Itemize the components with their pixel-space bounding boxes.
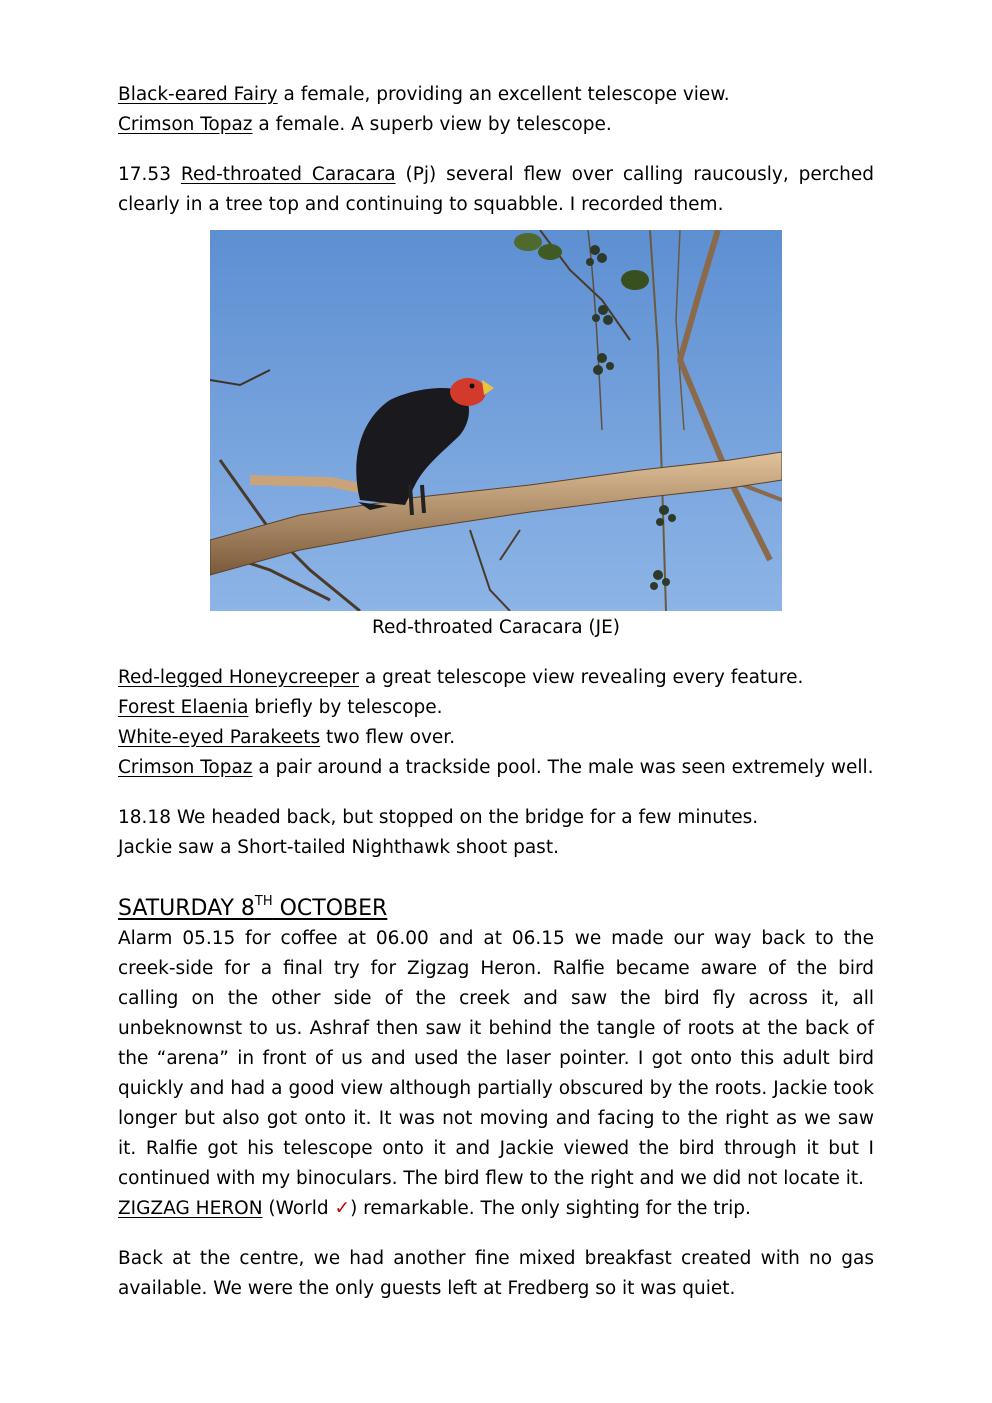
sighting-line [118, 80, 874, 110]
journal-paragraph: Alarm 05.15 for coffee at 06.00 and at 06.15 we made our way back to the creek-side for a final try for Zigzag Heron. Ralfie became aware of the bird calling on the other side of the creek and saw the bird fly across it, all unbeknownst to us. Ashraf then saw it behind the tangle of roots at the back of the “arena” in front of us and used the laser pointer. I got onto this adult bird quickly and had a good view although partially obscured by the roots. Jackie took longer but also got onto it. It was not moving and facing to the right as we saw it. Ralfie got his telescope onto it and Jackie viewed the bird through it but I continued with my binoculars. The bird flew to the right and we did not locate it. [118, 928, 874, 1189]
sighting-line [118, 693, 874, 723]
photo-caption: Red-throated Caracara (JE) [371, 617, 621, 638]
species-name: Red-throated Caracara [180, 164, 396, 185]
sighting-line [118, 753, 874, 783]
sighting-text: a female, providing an excellent telescope view. [277, 84, 730, 105]
species-name: Forest Elaenia [118, 697, 249, 718]
document-page [118, 80, 874, 1304]
sighting-text: two flew over. [320, 727, 456, 748]
check-icon: ✓ [334, 1198, 351, 1219]
sighting-paragraph [118, 160, 874, 220]
caracara-photo [210, 230, 782, 611]
species-name: Crimson Topaz [118, 114, 253, 135]
journal-paragraph: Back at the centre, we had another fine mixed breakfast created with no gas available. We were the only guests left at Fredberg so it was quiet. [118, 1248, 874, 1299]
journal-line: 18.18 We headed back, but stopped on the bridge for a few minutes. [118, 807, 759, 828]
species-name: Black-eared Fairy [118, 84, 278, 105]
species-name: ZIGZAG HERON [118, 1198, 263, 1219]
sighting-text: (Pj) several flew over calling raucously, perched clearly in a tree top and continuing to squabble. I recorded them. [118, 164, 875, 215]
sighting-text: a pair around a trackside pool. The male was seen extremely well. [252, 757, 874, 778]
sighting-line: ZIGZAG HERON (World ✓) remarkable. The only sighting for the trip. [118, 1198, 751, 1219]
sighting-text: a female. A superb view by telescope. [252, 114, 612, 135]
species-name: White-eyed Parakeets [118, 727, 321, 748]
sighting-line [118, 723, 874, 753]
species-name: Crimson Topaz [118, 757, 253, 778]
sighting-line [118, 110, 874, 140]
photo-figure [210, 230, 782, 643]
journal-line: Jackie saw a Short-tailed Nighthawk shoot past. [118, 837, 559, 858]
sighting-line [118, 663, 874, 693]
heading-text: SATURDAY 8TH OCTOBER [118, 894, 388, 921]
sighting-text: briefly by telescope. [248, 697, 443, 718]
sighting-text: a great telescope view revealing every feature. [359, 667, 804, 688]
time-text: 17.53 [118, 164, 181, 185]
species-name: Red-legged Honeycreeper [118, 667, 359, 688]
day-heading [118, 887, 874, 924]
